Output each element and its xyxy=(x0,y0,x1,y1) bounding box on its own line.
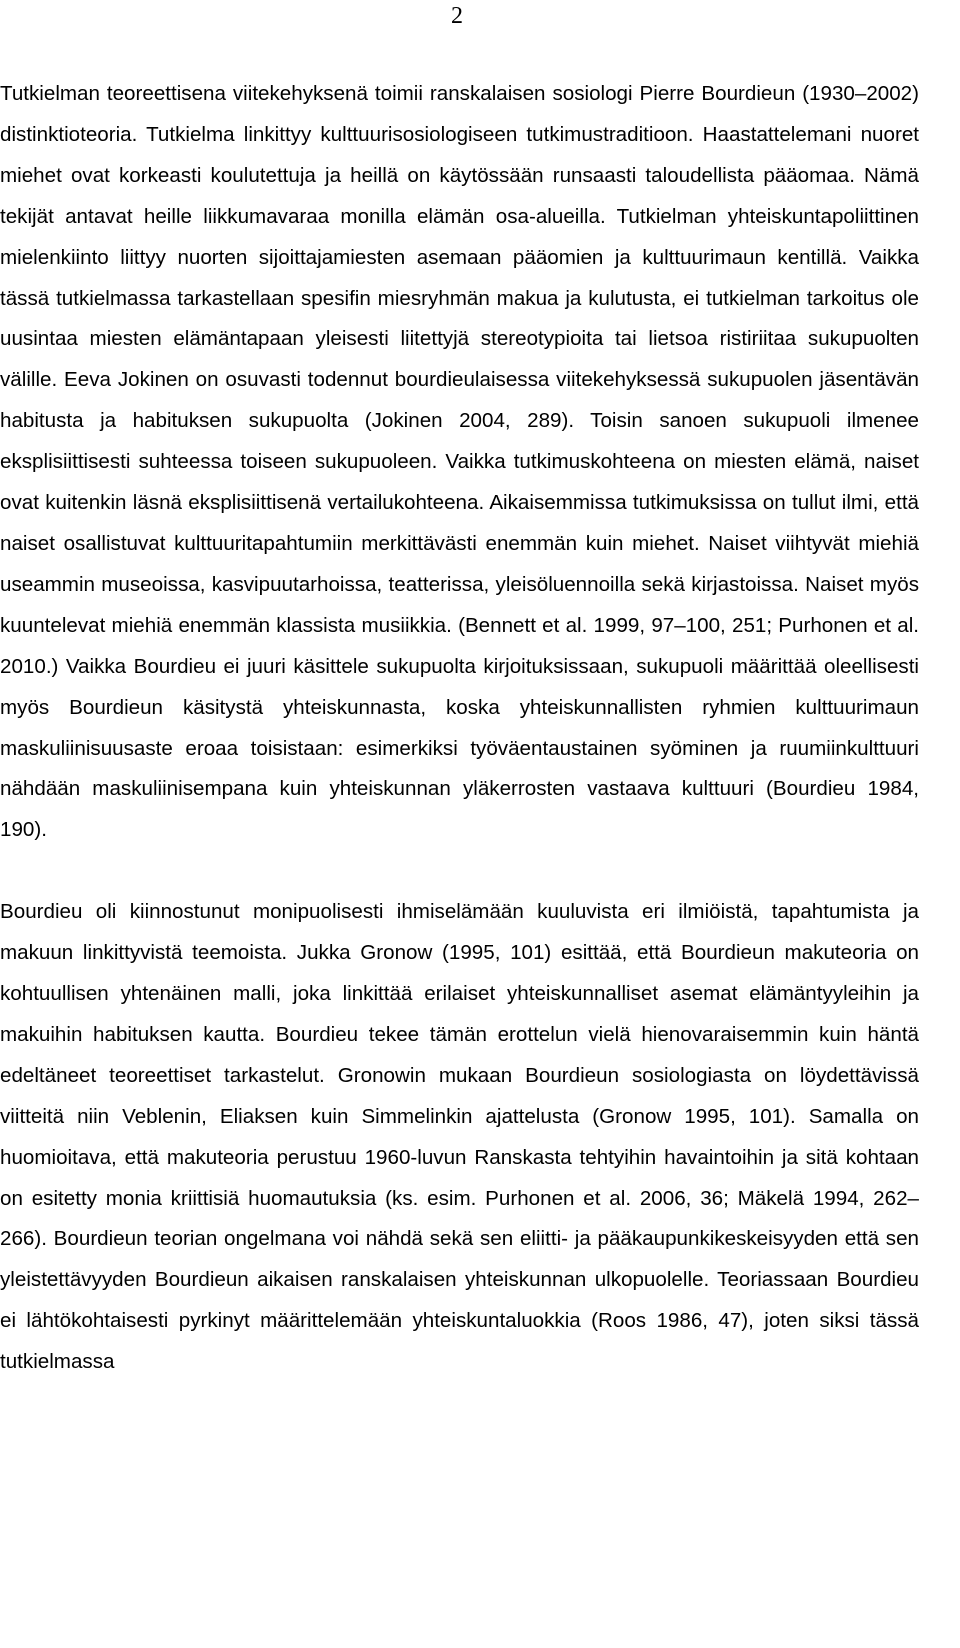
paragraph-bourdieu-taste-theory: Bourdieu oli kiinnostunut monipuolisesti ihmiselämään kuuluvista eri ilmiöistä, tapahtumista ja makuun linkittyvistä teemoista. Jukka Gronow (1995, 101) esittää, että Bourdieun makuteoria on kohtuullisen yhtenäinen malli, joka linkittää erilaiset yhteiskunnalliset asemat elämäntyyleihin ja makuihin habituksen kautta. Bourdieu tekee tämän erottelun vielä hienovaraisemmin kuin häntä edeltäneet teoreettiset tarkastelut. Gronowin mukaan Bourdieun sosiologiasta on löydettävissä viitteitä niin Veblenin, Eliaksen kuin Simmelinkin ajattelusta (Gronow 1995, 101). Samalla on huomioitava, että makuteoria perustuu 1960-luvun Ranskasta tehtyihin havaintoihin ja sitä kohtaan on esitetty monia kriittisiä huomautuksia (ks. esim. Purhonen et al. 2006, 36; Mäkelä 1994, 262–266). Bourdieun teorian ongelmana voi nähdä sekä sen eliitti- ja pääkaupunkikeskeisyyden että sen yleistettävyyden Bourdieun aikaisen ranskalaisen yhteiskunnan ulkopuolelle. Teoriassaan Bourdieu ei lähtökohtaisesti pyrkinyt määrittelemään yhteiskuntaluokkia (Roos 1986, 47), joten siksi tässä tutkielmassa xyxy=(0,900,919,1374)
page-number: 2 xyxy=(451,3,463,29)
body-text xyxy=(0,74,919,1383)
paragraph-theory-framework: Tutkielman teoreettisena viitekehyksenä toimii ranskalaisen sosiologi Pierre Bourdieun (1930–2002) distinktioteoria. Tutkielma linkittyy kulttuurisosiologiseen tutkimustraditioon. Haastattelemani nuoret miehet ovat korkeasti koulutettuja ja heillä on käytössään runsaasti taloudellista pääomaa. Nämä tekijät antavat heille liikkumavaraa monilla elämän osa-alueilla. Tutkielman yhteiskuntapoliittinen mielenkiinto liittyy nuorten sijoittajamiesten asemaan pääomien ja kulttuurimaun kentillä. Vaikka tässä tutkielmassa tarkastellaan spesifin miesryhmän makua ja kulutusta, ei tutkielman tarkoitus ole uusintaa miesten elämäntapaan yleisesti liitettyjä stereotypioita tai lietsoa ristiriitaa sukupuolten välille. Eeva Jokinen on osuvasti todennut bourdieulaisessa viitekehyksessä sukupuolen jäsentävän habitusta ja habituksen sukupuolta (Jokinen 2004, 289). Toisin sanoen sukupuoli ilmenee eksplisiittisesti suhteessa toiseen sukupuoleen. Vaikka tutkimuskohteena on miesten elämä, naiset ovat kuitenkin läsnä eksplisiittisenä vertailukohteena. Aikaisemmissa tutkimuksissa on tullut ilmi, että naiset osallistuvat kulttuuritapahtumiin merkittävästi enemmän kuin miehet. Naiset viihtyvät miehiä useammin museoissa, kasvipuutarhoissa, teatterissa, yleisöluennoilla sekä kirjastoissa. Naiset myös kuuntelevat miehiä enemmän klassista musiikkia. (Bennett et al. 1999, 97–100, 251; Purhonen et al. 2010.) Vaikka Bourdieu ei juuri käsittele sukupuolta kirjoituksissaan, sukupuoli määrittää oleellisesti myös Bourdieun käsitystä yhteiskunnasta, koska yhteiskunnallisten ryhmien kulttuurimaun maskuliinisuusaste eroaa toisistaan: esimerkiksi työväentaustainen syöminen ja ruumiinkulttuuri nähdään maskuliinisempana kuin yhteiskunnan yläkerrosten vastaava kulttuuri (Bourdieu 1984, 190). xyxy=(0,82,919,842)
